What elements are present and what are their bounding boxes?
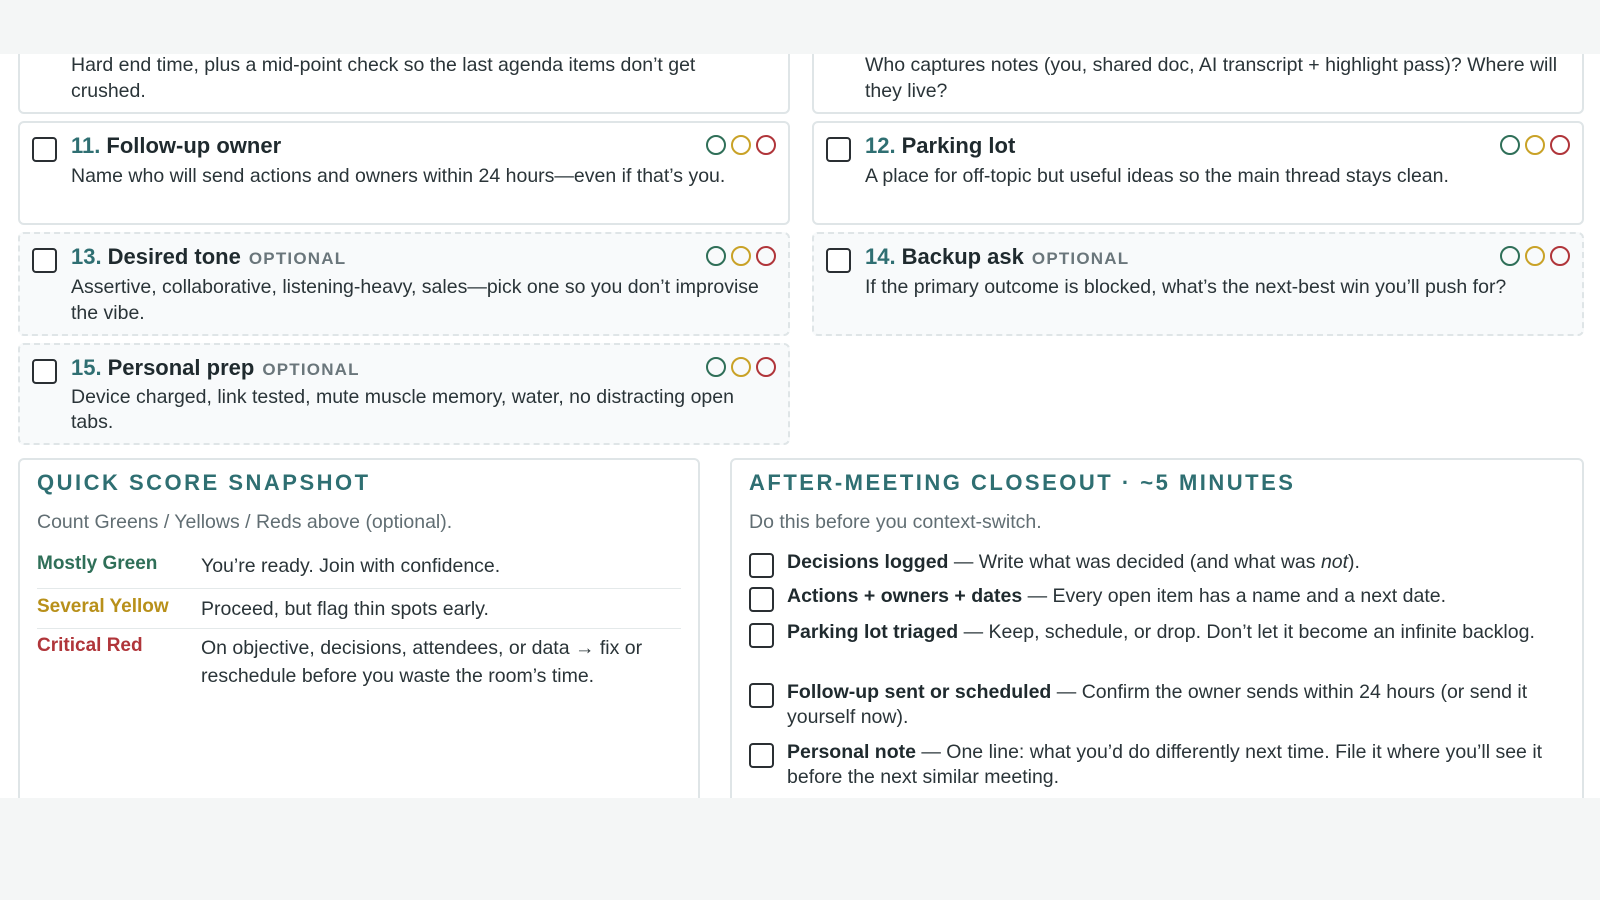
closeout-desc: Every open item has a name and a next date.: [1052, 585, 1447, 607]
closeout-checkbox[interactable]: [749, 623, 774, 648]
closeout-sep: —: [1051, 681, 1082, 703]
closeout-label: Actions + owners + dates: [787, 585, 1023, 607]
closeout-checkbox[interactable]: [749, 683, 774, 708]
green-rating-dot[interactable]: [706, 135, 726, 155]
score-row-yellow: [37, 594, 681, 624]
closeout-checkbox[interactable]: [749, 553, 774, 578]
closeout-emph: not: [1320, 551, 1349, 573]
card-number: 11.: [71, 133, 101, 158]
score-row-green: [37, 552, 681, 582]
closeout-desc: Confirm the owner sends within 24 hours (or send it yourself now).: [787, 681, 1528, 728]
card-title-text: Personal prep: [107, 355, 255, 380]
optional-badge: OPTIONAL: [262, 360, 360, 379]
card-title: [71, 133, 281, 159]
card-desired-tone: [18, 232, 790, 336]
closeout-checkbox[interactable]: [749, 587, 774, 612]
card-number: 15.: [71, 355, 102, 380]
green-rating-dot[interactable]: [1500, 246, 1520, 266]
green-rating-dot[interactable]: [706, 246, 726, 266]
closeout-text: [787, 740, 1565, 790]
card-number: 12.: [865, 133, 896, 158]
card-backup-ask: [812, 232, 1584, 336]
card-title-text: Desired tone: [107, 244, 241, 269]
card-description: Who captures notes (you, shared doc, AI transcript + highlight pass)? Where will they live?: [865, 54, 1558, 102]
closeout-item-actions: [749, 584, 1565, 612]
optional-badge: OPTIONAL: [1031, 249, 1130, 268]
closeout-tail: ).: [1348, 551, 1360, 573]
closeout-desc: One line: what you’d do differently next time. File it where you’ll see it before the next similar meeting.: [787, 741, 1543, 788]
card-description: Assertive, collaborative, listening-heavy, sales—pick one so you don’t improvise the vibe.: [71, 276, 759, 324]
closeout-item-personal-note: [749, 740, 1565, 792]
panel-title: AFTER-MEETING CLOSEOUT · ~5 MINUTES: [749, 470, 1296, 495]
card-number: 13.: [71, 244, 102, 269]
card-checkbox[interactable]: [32, 359, 57, 384]
rating-dots: [706, 357, 776, 377]
closeout-label: Follow-up sent or scheduled: [787, 681, 1052, 703]
card-title-text: Follow-up owner: [106, 133, 282, 158]
rating-dots: [1500, 135, 1570, 155]
card-title-text: Parking lot: [901, 133, 1016, 158]
closeout-item-parking-lot: [749, 620, 1565, 672]
closeout-text: [787, 550, 1565, 575]
score-text: Proceed, but flag thin spots early.: [201, 598, 489, 620]
rating-dots: [706, 135, 776, 155]
card-title: [865, 133, 1015, 159]
closeout-sep: —: [958, 621, 989, 643]
red-rating-dot[interactable]: [1550, 135, 1570, 155]
card-title: [71, 244, 346, 270]
closeout-desc: Write what was decided (and what was: [978, 551, 1321, 573]
closeout-label: Personal note: [787, 741, 916, 763]
card-parking-lot: [812, 121, 1584, 225]
closeout-panel: [730, 458, 1584, 798]
score-label: Several Yellow: [37, 596, 169, 617]
card-description: Name who will send actions and owners within 24 hours—even if that’s you.: [71, 165, 726, 187]
yellow-rating-dot[interactable]: [1525, 246, 1545, 266]
closeout-checkbox[interactable]: [749, 743, 774, 768]
card-description: A place for off-topic but useful ideas so the main thread stays clean.: [865, 165, 1449, 187]
card-title: [865, 244, 1129, 270]
score-label: Critical Red: [37, 635, 143, 656]
green-rating-dot[interactable]: [706, 357, 726, 377]
score-text: You’re ready. Join with confidence.: [201, 555, 501, 577]
card-checkbox[interactable]: [32, 248, 57, 273]
closeout-label: Parking lot triaged: [787, 621, 959, 643]
divider: [37, 588, 681, 589]
card-description: Hard end time, plus a mid-point check so the last agenda items don’t get crushed.: [71, 54, 696, 102]
yellow-rating-dot[interactable]: [731, 246, 751, 266]
score-row-red: [37, 634, 681, 694]
yellow-rating-dot[interactable]: [1525, 135, 1545, 155]
score-text: On objective, decisions, attendees, or data → fix or reschedule before you waste the room’s time.: [201, 637, 643, 687]
panel-subtitle: Do this before you context-switch.: [749, 511, 1042, 533]
card-number: 14.: [865, 244, 896, 269]
closeout-text: [787, 584, 1565, 609]
card-checkbox[interactable]: [826, 137, 851, 162]
red-rating-dot[interactable]: [756, 357, 776, 377]
panel-subtitle: Count Greens / Yellows / Reds above (optional).: [37, 511, 453, 533]
closeout-sep: —: [1022, 585, 1053, 607]
closeout-item-decisions: [749, 550, 1565, 578]
card-title-text: Backup ask: [901, 244, 1024, 269]
divider: [37, 628, 681, 629]
closeout-desc: Keep, schedule, or drop. Don’t let it become an infinite backlog.: [988, 621, 1535, 643]
yellow-rating-dot[interactable]: [731, 357, 751, 377]
closeout-sep: —: [948, 551, 979, 573]
card-follow-up-owner: [18, 121, 790, 225]
optional-badge: OPTIONAL: [248, 249, 347, 268]
closeout-label: Decisions logged: [787, 551, 949, 573]
red-rating-dot[interactable]: [1550, 246, 1570, 266]
card-checkbox[interactable]: [826, 248, 851, 273]
score-label: Mostly Green: [37, 553, 158, 574]
yellow-rating-dot[interactable]: [731, 135, 751, 155]
red-rating-dot[interactable]: [756, 246, 776, 266]
card-checkbox[interactable]: [32, 137, 57, 162]
closeout-item-follow-up: [749, 680, 1565, 732]
closeout-text: [787, 680, 1565, 730]
card-personal-prep: [18, 343, 790, 445]
rating-dots: [706, 246, 776, 266]
card-title: [71, 355, 360, 381]
score-snapshot-panel: [18, 458, 700, 798]
top-bar: [0, 0, 1600, 54]
card-description: Device charged, link tested, mute muscle memory, water, no distracting open tabs.: [71, 386, 734, 433]
closeout-sep: —: [915, 741, 947, 763]
rating-dots: [1500, 246, 1570, 266]
closeout-text: [787, 620, 1565, 645]
green-rating-dot[interactable]: [1500, 135, 1520, 155]
red-rating-dot[interactable]: [756, 135, 776, 155]
card-description: If the primary outcome is blocked, what’s the next-best win you’ll push for?: [865, 276, 1507, 298]
panel-title: QUICK SCORE SNAPSHOT: [37, 470, 371, 495]
